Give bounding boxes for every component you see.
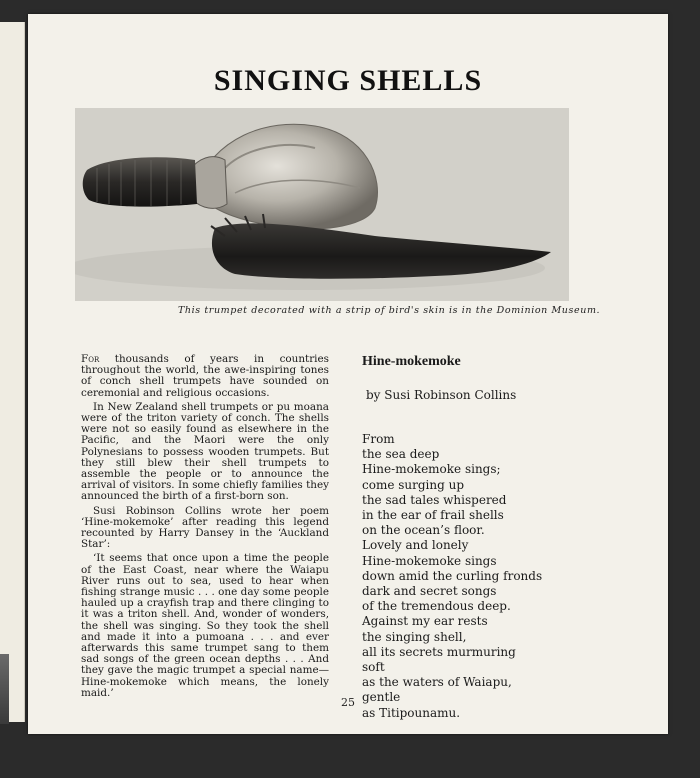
poem-title: Hine-mokemoke (362, 354, 461, 369)
poem-column (362, 354, 602, 721)
article-paragraph-3: Susi Robinson Collins wrote her poem ‘Hine-mokemoke’ after reading this legend recounted by Harry Dansey in the ‘Auckland Star’: (81, 504, 329, 551)
facing-page-photo-edge (0, 654, 9, 724)
poem-byline: by Susi Robinson Collins (366, 388, 517, 402)
magazine-page (28, 14, 668, 734)
poem-line: come surging up (362, 477, 465, 492)
article-paragraph-1 (81, 354, 329, 399)
shell-trumpet-illustration (75, 108, 569, 301)
poem-line: dark and secret songs (362, 584, 497, 599)
poem-line: on the ocean’s floor. (362, 523, 485, 538)
article-paragraph-4: ‘It seems that once upon a time the people of the East Coast, near where the Waiapu River runs out to sea, used to hear when fishing strange music . . . one day some people hauled up a crayfish trap and there clinging to it was a triton shell. And, wonder of wonders, the shell was singing. So they took the shell and made it into a pumoana . . . and ever afterwards this same trumpet sang to them sad songs of the green ocean depths . . . And they gave the magic trumpet a special name—Hine-mokemoke which means, the lonely maid.’ (81, 552, 329, 699)
paragraph-text: thousands of years in countries throughout the world, the awe-inspiring tones of conch shell trumpets have sounded on ceremonial and religious occasions. (81, 353, 329, 399)
poem-line: of the tremendous deep. (362, 599, 511, 614)
article-paragraph-2: In New Zealand shell trumpets or pu moana were of the triton variety of conch. The shells were not so easily found as elsewhere in the Pacific, and the Maori were the only Polynesians to possess wooden trumpets. But they still blew their shell trumpets to assemble the people or to announce the arrival of visitors. In some chiefly families they announced the birth of a first-born son. (81, 400, 329, 503)
poem-line: the singing shell, (362, 629, 467, 644)
shell-trumpet-photo (75, 108, 569, 301)
poem-line: Against my ear rests (362, 614, 488, 629)
poem-line: Hine-mokemoke sings; (362, 462, 501, 477)
poem-line: all its secrets murmuring (362, 644, 516, 659)
poem-line: as the waters of Waiapu, (362, 675, 512, 690)
poem-body (362, 432, 602, 721)
page-number: 25 (341, 696, 355, 709)
poem-line: in the ear of frail shells (362, 508, 504, 523)
poem-line: From (362, 432, 395, 446)
poem-line: the sad tales whispered (362, 492, 507, 507)
poem-line: gentle (362, 690, 401, 705)
poem-line: Lovely and lonely (362, 538, 469, 553)
poem-line: as Titipounamu. (362, 705, 461, 720)
poem-line: soft (362, 660, 385, 675)
poem-line: Hine-mokemoke sings (362, 553, 497, 568)
page-title: SINGING SHELLS (213, 64, 483, 97)
facing-page-edge (0, 22, 25, 722)
paragraph-lead-word: For (81, 353, 100, 365)
article-column (81, 354, 329, 702)
photo-caption: This trumpet decorated with a strip of bird's skin is in the Dominion Museum. (178, 305, 601, 316)
poem-line: down amid the curling fronds (362, 568, 543, 583)
poem-line: the sea deep (362, 447, 440, 462)
